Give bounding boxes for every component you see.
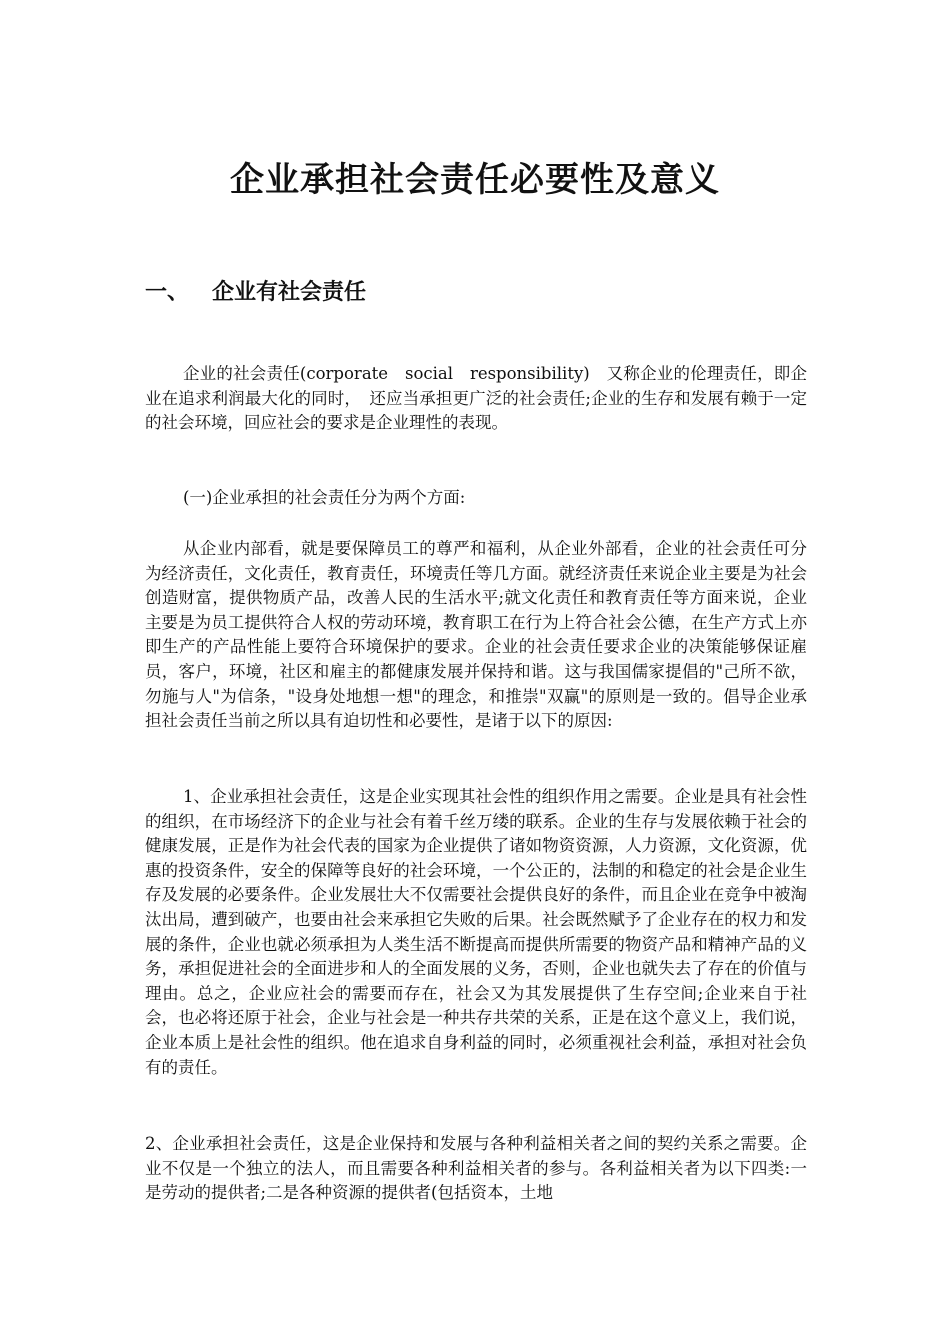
paragraph-reason-1: 1、企业承担社会责任，这是企业实现其社会性的组织作用之需要。企业是具有社会性的组织，在市场经济下的企业与社会有着千丝万缕的联系。企业的生存与发展依赖于社会的健康发展，正是作为社会代表的国家为企业提供了诸如物资资源，人力资源，文化资源，优惠的投资条件，安全的保障等良好的社会环境，一个公正的，法制的和稳定的社会是企业生存及发展的必要条件。企业发展壮大不仅需要社会提供良好的条件，而且企业在竞争中被淘汰出局，遭到破产，也要由社会来承担它失败的后果。社会既然赋予了企业存在的权力和发展的条件，企业也就必须承担为人类生活不断提高而提供所需要的物资产品和精神产品的义务，承担促进社会的全面进步和人的全面发展的义务，否则，企业也就失去了存在的价值与理由。总之，企业应社会的需要而存在，社会又为其发展提供了生存空间;企业来自于社会，也必将还原于社会，企业与社会是一种共存共荣的关系，正是在这个意义上，我们说，企业本质上是社会性的组织。他在追求自身利益的同时，必须重视社会利益，承担对社会负有的责任。: [145, 787, 807, 1077]
section-heading: [145, 276, 366, 308]
document-title: 企业承担社会责任必要性及意义: [230, 160, 720, 200]
paragraph-intro: 企业的社会责任(corporate social responsibility) 又称企业的伦理责任，即企业在追求利润最大化的同时， 还应当承担更广泛的社会责任;企业的生存和发展有赖于一定的社会环境，回应社会的要求是企业理性的表现。: [145, 364, 807, 433]
section-number: 一、: [145, 279, 190, 305]
section-heading-text: 企业有社会责任: [212, 279, 367, 305]
subheading-two-aspects: (一)企业承担的社会责任分为两个方面:: [182, 488, 466, 507]
paragraph-internal-external: 从企业内部看，就是要保障员工的尊严和福利，从企业外部看，企业的社会责任可分为经济责任，文化责任，教育责任，环境责任等几方面。就经济责任来说企业主要是为社会创造财富，提供物质产品，改善人民的生活水平;就文化责任和教育责任等方面来说，企业主要是为员工提供符合人权的劳动环境，教育职工在行为上符合社会公德，在生产方式上亦即生产的产品性能上要符合环境保护的要求。企业的社会责任要求企业的决策能够保证雇员，客户，环境，社区和雇主的都健康发展并保持和谐。这与我国儒家提倡的"己所不欲，勿施与人"为信条，"设身处地想一想"的理念，和推崇"双赢"的原则是一致的。倡导企业承担社会责任当前之所以具有迫切性和必要性，是诸于以下的原因:: [145, 539, 807, 731]
paragraph-reason-2: 2、企业承担社会责任，这是企业保持和发展与各种利益相关者之间的契约关系之需要。企业不仅是一个独立的法人，而且需要各种利益相关者的参与。各利益相关者为以下四类:一是劳动的提供者;二是各种资源的提供者(包括资本，土地: [145, 1134, 807, 1203]
